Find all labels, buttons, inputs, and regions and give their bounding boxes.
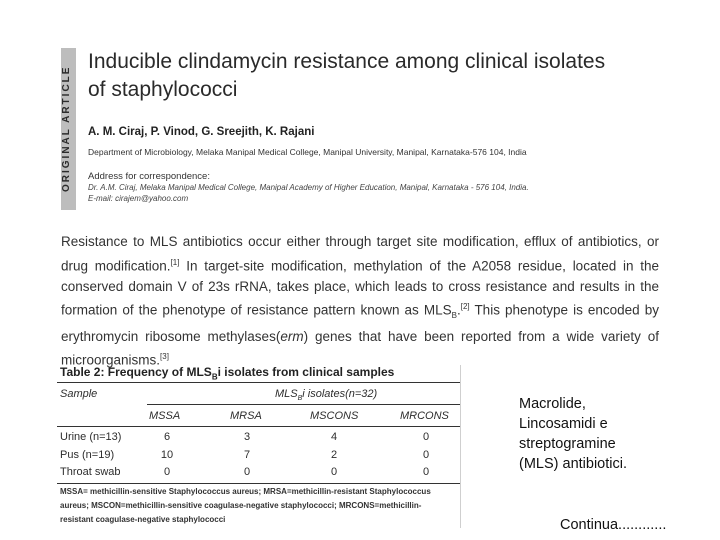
side-note-line3: streptogramine <box>519 436 616 452</box>
group-header <box>275 388 377 402</box>
table-title <box>60 365 394 381</box>
article-title-line2: of staphylococci <box>88 78 238 101</box>
paragraph-text-1: Resistance to MLS antibiotics occur either through target site modification, efflux of antibiotics, or drug modification. <box>61 234 659 273</box>
subscript-b: B <box>451 311 457 321</box>
column-header-mscons: MSCONS <box>310 410 359 422</box>
cell-urine-mscons: 4 <box>330 431 338 443</box>
side-note-line4: (MLS) antibiotici. <box>519 456 627 472</box>
side-note-line2: Lincosamidi e <box>519 416 608 432</box>
side-label: ORIGINAL ARTICLE <box>61 65 72 193</box>
group-header-pre: MLS <box>275 388 298 400</box>
side-note-line1: Macrolide, <box>519 396 586 412</box>
table-bottom-rule <box>57 483 460 484</box>
correspondence-address: Dr. A.M. Ciraj, Melaka Manipal Medical College, Manipal Academy of Higher Education, Manipal, Karnataka - 576 104, India. <box>88 183 529 192</box>
cell-throat-mrcons: 0 <box>422 466 430 478</box>
reference-2: [2] <box>460 302 470 311</box>
article-title-line1: Inducible clindamycin resistance among clinical isolates <box>88 50 606 73</box>
group-rule <box>147 404 460 405</box>
column-header-mssa: MSSA <box>149 410 181 422</box>
correspondence-email: E-mail: cirajem@yahoo.com <box>88 194 189 203</box>
cell-urine-mrcons: 0 <box>422 431 430 443</box>
table-footnote-1: MSSA= methicillin-sensitive Staphylococcus aureus; MRSA=methicillin-resistant Staphylococcus <box>60 487 431 496</box>
article-title <box>88 48 668 104</box>
cell-pus-mscons: 2 <box>330 449 338 461</box>
table-title-pre: Table 2: Frequency of MLS <box>60 365 212 379</box>
frequency-table <box>57 365 461 528</box>
group-header-post: i isolates(n=32) <box>302 388 378 400</box>
cell-throat-mscons: 0 <box>330 466 338 478</box>
reference-1: [1] <box>170 257 180 267</box>
row-sample-pus: Pus (n=19) <box>60 449 115 461</box>
cell-urine-mssa: 6 <box>163 431 171 443</box>
sample-header: Sample <box>60 388 98 400</box>
cell-pus-mrcons: 0 <box>422 449 430 461</box>
table-footnote-2: aureus; MSCON=methicillin-sensitive coagulase-negative staphylococci; MRCONS=methicillin- <box>60 501 422 510</box>
correspondence-label: Address for correspondence: <box>88 171 210 182</box>
table-footnote-3: resistant coagulase-negative staphylococci <box>60 515 226 524</box>
table-top-rule <box>57 382 460 383</box>
column-header-mrsa: MRSA <box>230 410 262 422</box>
paragraph-text-2: In target-site modification, methylation of the A2058 residue, located in the conserved domain V of 23s rRNA, takes place, which leads to cross resistance and results in the formation of the phenotype of resistance pattern known as MLS <box>61 258 659 318</box>
body-paragraph <box>61 232 659 371</box>
column-header-mrcons: MRCONS <box>400 410 449 422</box>
article-department: Department of Microbiology, Melaka Manipal Medical College, Manipal University, Manipal, Karnataka-576 104, India <box>88 147 527 157</box>
table-title-post: i isolates from clinical samples <box>217 365 395 379</box>
cell-pus-mssa: 10 <box>160 449 174 461</box>
cell-throat-mrsa: 0 <box>243 466 251 478</box>
article-authors: A. M. Ciraj, P. Vinod, G. Sreejith, K. Rajani <box>88 126 315 138</box>
row-sample-urine: Urine (n=13) <box>60 431 122 443</box>
row-sample-throat: Throat swab <box>60 466 121 478</box>
paragraph-text-2b: . <box>456 302 461 318</box>
header-bottom-rule <box>57 426 460 427</box>
side-note <box>519 394 627 474</box>
continua-text: Continua............ <box>560 517 667 533</box>
cell-pus-mrsa: 7 <box>243 449 251 461</box>
reference-3: [3] <box>160 352 169 362</box>
group-header-sub: B <box>297 395 303 403</box>
cell-urine-mrsa: 3 <box>243 431 251 443</box>
paragraph-text-3: This phenotype is encoded by erythromycin ribosome methylases( <box>61 302 659 344</box>
paragraph-text-4: ) genes that have been reported from a wide variety of microorganisms. <box>61 328 659 368</box>
erm-gene: erm <box>280 328 304 344</box>
table-title-sub: B <box>211 372 218 382</box>
cell-throat-mssa: 0 <box>163 466 171 478</box>
